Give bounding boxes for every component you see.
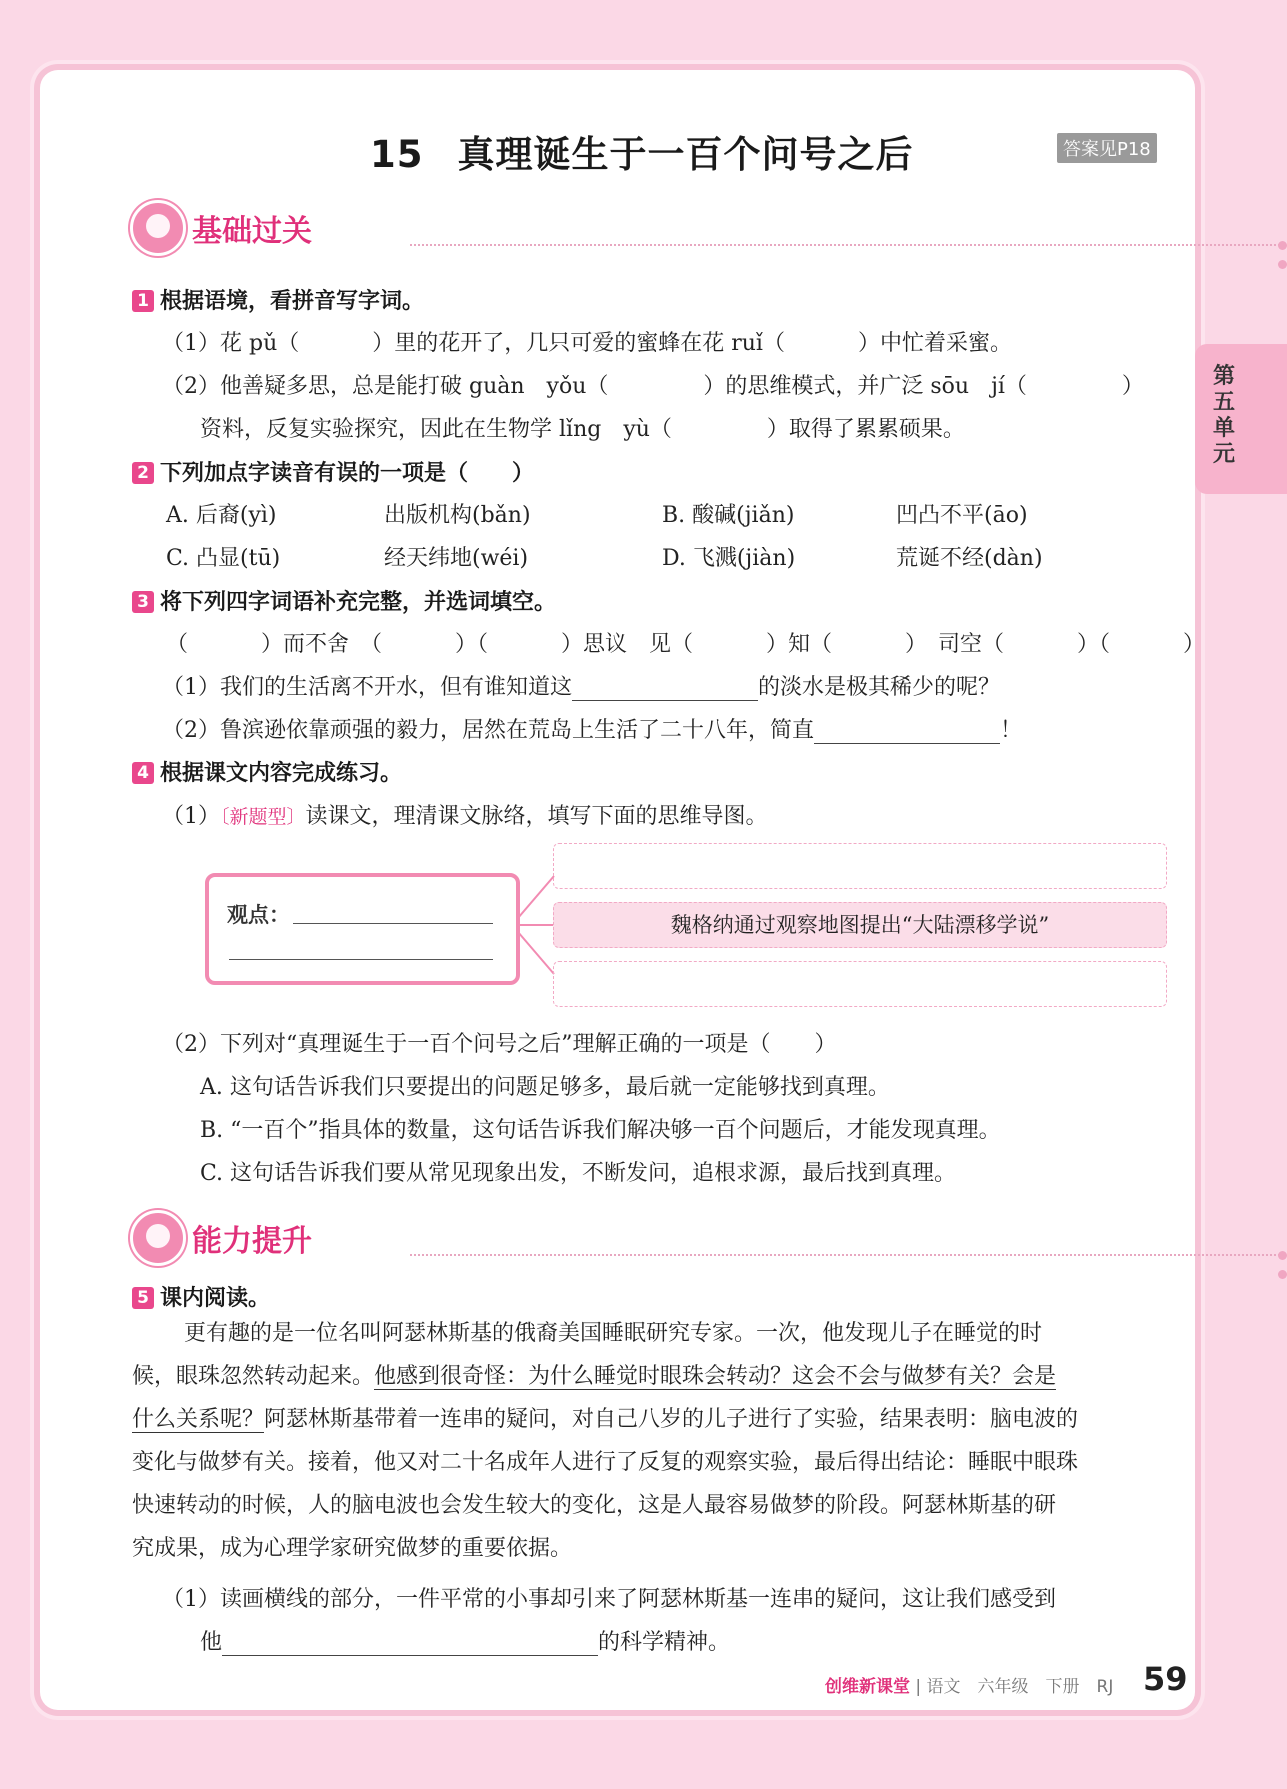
mind-map-box-middle [553,902,1167,948]
section-title: 基础过关 [192,214,312,249]
answer-blank[interactable] [572,676,758,701]
option-c-2: 经天纬地(wéi) [384,546,529,571]
q3-sentence-1 [162,670,1000,701]
dots-icon [1278,235,1287,273]
section-header-advanced [130,1210,1180,1262]
passage-line: 变化与做梦有关。接着，他又对二十名成年人进行了反复的观察实验，最后得出结论：睡眠中眼珠 [132,1450,1079,1475]
option-b-1: B. 酸碱(jiǎn) [662,503,795,528]
unit-tab [1195,344,1287,494]
option-c-1: C. 凸显(tū) [166,546,281,571]
question-number: 3 [132,591,154,613]
new-type-tag: 〔新题型〕 [220,806,306,828]
question-2 [132,456,534,487]
q3-s1-text: （1）我们的生活离不开水，但有谁知道这 [162,675,572,700]
question-3 [132,585,556,616]
question-number: 2 [132,462,154,484]
q4-sub-2: （2）下列对“真理诞生于一百个问号之后”理解正确的一项是（ ） [162,1032,837,1057]
question-number: 4 [132,762,154,784]
footer-info [825,1672,1113,1697]
option-a-1: A. 后裔(yì) [166,503,277,528]
question-title: 根据语境，看拼音写字词。 [160,289,425,314]
question-1 [132,284,424,315]
q3-s2-end: ！ [1000,718,1023,743]
passage-line: 更有趣的是一位名叫阿瑟林斯基的俄裔美国睡眠研究专家。一次，他发现儿子在睡觉的时 [184,1321,1043,1346]
lesson-title [370,124,914,178]
passage-line [132,1398,1172,1441]
passage-line: 快速转动的时候，人的脑电波也会发生较大的变化，这是人最容易做梦的阶段。阿瑟林斯基的研 [132,1493,1057,1518]
answer-blank[interactable] [222,1631,598,1656]
section-divider [410,244,1280,246]
section-title: 能力提升 [192,1224,312,1259]
mascot-icon [130,1210,186,1266]
lesson-title-text: 真理诞生于一百个问号之后 [457,133,914,176]
question-title: 课内阅读。 [160,1286,271,1311]
question-number: 1 [132,290,154,312]
passage-text: 候，眼珠忽然转动起来。 [132,1364,375,1389]
mind-map-box-bottom[interactable] [553,961,1167,1007]
viewpoint-blank-2[interactable] [229,959,493,960]
mascot-icon [130,200,186,256]
q4-option-c: C. 这句话告诉我们要从常见现象出发，不断发问，追根求源，最后找到真理。 [200,1161,957,1186]
q3-s2-text: （2）鲁滨逊依靠顽强的毅力，居然在荒岛上生活了二十八年，简直 [162,718,814,743]
question-title: 下列加点字读音有误的一项是（ ） [160,461,535,486]
reading-passage [132,1312,1172,1570]
section-header-basic [130,200,1180,252]
viewpoint-label: 观点： [227,903,290,927]
viewpoint-box [205,873,520,985]
q1-line-1: （1）花 pǔ（ ）里的花开了，几只可爱的蜜蜂在花 ruǐ（ ）中忙着采蜜。 [162,331,1012,356]
unit-tab-label: 第五单元 [1212,364,1235,467]
footer-book-info: | 语文 六年级 下册 RJ [915,1677,1114,1697]
section-divider [410,1254,1280,1256]
passage-line [132,1355,1172,1398]
q4-option-b: B. “一百个”指具体的数量，这句话告诉我们解决够一百个问题后，才能发现真理。 [200,1118,1001,1143]
question-title: 根据课文内容完成练习。 [160,761,403,786]
q4-sub1-text: 读课文，理清课文脉络，填写下面的思维导图。 [305,804,768,829]
answer-prefix: 他 [200,1630,223,1655]
dots-icon [1278,1245,1287,1283]
q5-sub-1: （1）读画横线的部分，一件平常的小事却引来了阿瑟林斯基一连串的疑问，这让我们感受到 [162,1587,1057,1612]
q5-sub-1-answer [200,1625,730,1656]
option-b-2: 凹凸不平(āo) [896,503,1028,528]
q4-sub-1 [162,799,768,830]
q3-s1-end: 的淡水是极其稀少的呢？ [758,675,1001,700]
idiom-blanks: （ ）而不舍 （ ）（ ）思议 见（ ）知（ ） 司空（ ）（ ） [166,632,1205,657]
underlined-passage: 什么关系呢？ [132,1407,265,1432]
answer-reference: 答案见P18 [1057,133,1157,163]
option-d-1: D. 飞溅(jiàn) [662,546,796,571]
option-d-2: 荒诞不经(dàn) [896,546,1043,571]
passage-text: 阿瑟林斯基带着一连串的疑问，对自己八岁的儿子进行了实验，结果表明：脑电波的 [264,1407,1079,1432]
option-a-2: 出版机构(bǎn) [384,503,531,528]
viewpoint-blank-1[interactable] [293,923,493,924]
question-5 [132,1281,270,1312]
mind-map-middle-text: 魏格纳通过观察地图提出“大陆漂移学说” [670,913,1050,937]
answer-suffix: 的科学精神。 [598,1630,731,1655]
q3-sentence-2 [162,713,1022,744]
question-title: 将下列四字词语补充完整，并选词填空。 [160,590,557,615]
answer-blank[interactable] [814,719,1000,744]
question-number: 5 [132,1287,154,1309]
mind-map-box-top[interactable] [553,843,1167,889]
q1-line-2: （2）他善疑多思，总是能打破 guàn yǒu（ ）的思维模式，并广泛 sōu jí（ ） [162,374,1144,399]
q1-line-3: 资料，反复实验探究，因此在生物学 lǐng yù（ ）取得了累累硕果。 [200,417,965,442]
passage-line: 究成果，成为心理学家研究做梦的重要依据。 [132,1536,573,1561]
lesson-number: 15 [370,133,424,176]
underlined-passage: 他感到很奇怪：为什么睡觉时眼珠会转动？这会不会与做梦有关？会是 [374,1364,1057,1389]
question-4 [132,756,402,787]
q4-sub1-prefix: （1） [162,804,220,829]
page-number: 59 [1143,1660,1188,1698]
q4-option-a: A. 这句话告诉我们只要提出的问题足够多，最后就一定能够找到真理。 [200,1075,890,1100]
footer-brand: 创维新课堂 [825,1677,910,1697]
